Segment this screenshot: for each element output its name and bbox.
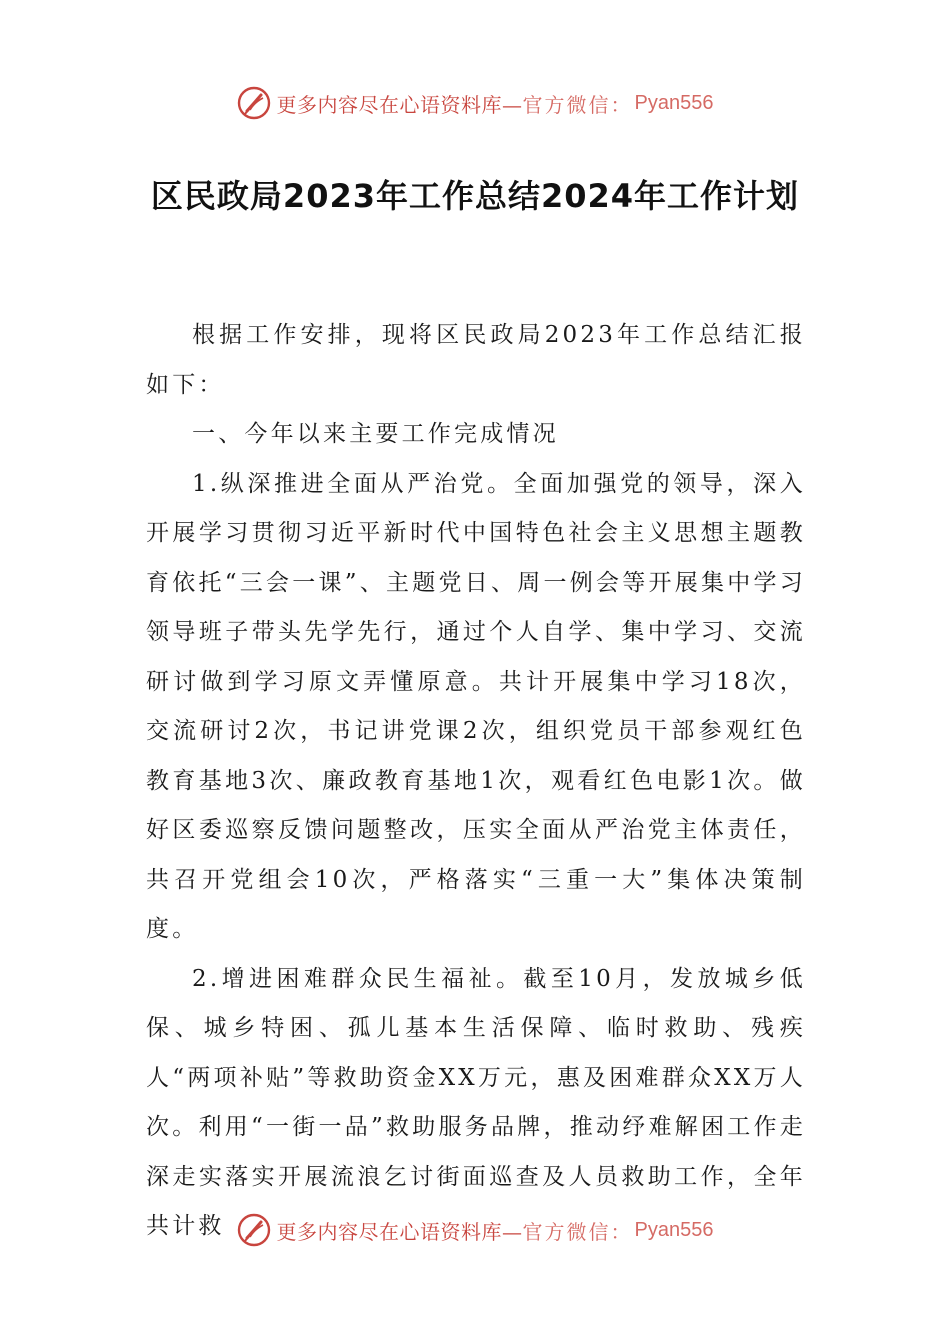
document-body — [146, 311, 806, 1252]
intro-paragraph: 根据工作安排，现将区民政局2023年工作总结汇报如下： — [146, 322, 806, 398]
watermark-text: 更多内容尽在心语资料库— — [276, 1219, 523, 1244]
body-paragraph: 2.增进困难群众民生福祉。截至10月，发放城乡低保、城乡特困、孤儿基本生活保障、临时救助、残疾人“两项补贴”等救助资金XX万元，惠及困难群众XX万人次。利用“一街一品”救助服务品牌，推动纾难解困工作走深走实落实开展流浪乞讨街面巡查及人员救助工作，全年共计救 — [146, 965, 806, 1239]
quill-logo-icon — [237, 86, 271, 120]
footer-watermark — [0, 1210, 950, 1250]
body-paragraph: 1.纵深推进全面从严治党。全面加强党的领导，深入开展学习贯彻习近平新时代中国特色社会主义思想主题教育依托“三会一课”、主题党日、周一例会等开展集中学习领导班子带头先学先行，通过个人自学、集中学习、交流研讨做到学习原文弄懂原意。共计开展集中学习18次，交流研讨2次，书记讲党课2次，组织党员干部参观红色教育基地3次、廉政教育基地1次，观看红色电影1次。做好区委巡察反馈问题整改，压实全面从严治党主体责任，共召开党组会10次，严格落实“三重一大”集体决策制度。 — [146, 470, 806, 942]
quill-logo-icon — [237, 1213, 271, 1247]
section-heading: 一、今年以来主要工作完成情况 — [192, 421, 559, 447]
watermark-wechat-label: 官方微信： — [522, 1219, 633, 1244]
header-watermark — [0, 83, 950, 123]
watermark-text: 更多内容尽在心语资料库— — [276, 92, 523, 117]
watermark-wechat-id: Pyan556 — [634, 91, 714, 114]
watermark-wechat-label: 官方微信： — [522, 92, 633, 117]
document-title: 区民政局2023年工作总结2024年工作计划 — [150, 177, 800, 215]
watermark-wechat-id: Pyan556 — [634, 1218, 714, 1241]
